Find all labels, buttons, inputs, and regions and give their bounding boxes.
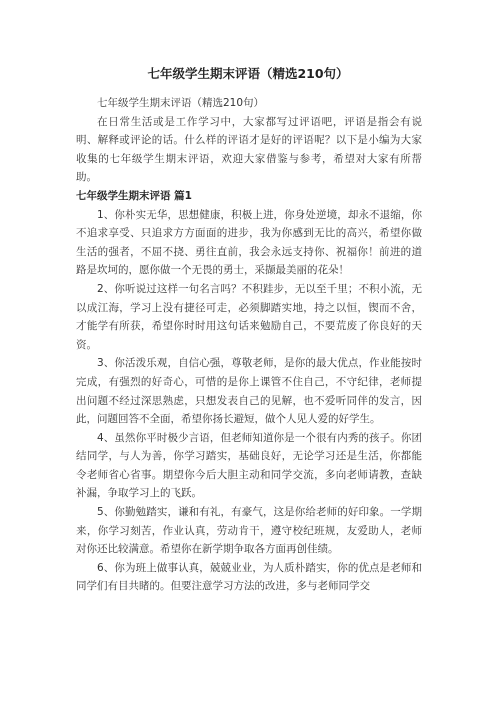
intro-title-line: 七年级学生期末评语（精选210句） (97, 97, 265, 109)
document-title: 七年级学生期末评语（精选210句） (147, 66, 349, 81)
intro-paragraph: 在日常生活或是工作学习中，大家都写过评语吧，评语是指会有说明、解释或评论的话。什么样的评语才是好的评语呢？以下是小编为大家收集的七年级学生期末评语，欢迎大家借鉴与参考，希望对大家有所帮助。 (76, 115, 422, 184)
section-heading: 七年级学生期末评语 篇1 (76, 189, 192, 202)
comment-paragraph-6: 6、你为班上做事认真，兢兢业业，为人质朴踏实，你的优点是老师和同学们有目共睹的。但要注意学习方法的改进，多与老师同学交 (76, 561, 422, 593)
comment-paragraph-4: 4、虽然你平时极少言语，但老师知道你是一个很有内秀的孩子。你团结同学，与人为善，你学习踏实，基础良好，无论学习还是生活，你都能令老师省心省事。期望你今后大胆主动和同学交流，多向老师请教，查缺补漏，争取学习上的飞跃。 (76, 431, 422, 500)
comment-paragraph-5: 5、你勤勉踏实，谦和有礼，有豪气，这是你给老师的好印象。一学期来，你学习刻苦，作业认真，劳动肯干，遵守校纪班规，友爱助人，老师对你还比较满意。希望你在新学期争取各方面再创佳绩。 (76, 506, 422, 556)
comment-paragraph-3: 3、你活泼乐观，自信心强，尊敬老师，是你的最大优点，作业能按时完成，有强烈的好奇心，可惜的是你上课管不住自己，不守纪律，老师提出问题不经过深思熟虑，只想发表自己的见解，也不爱听同伴的发言，因此，问题回答不全面，希望你扬长避短，做个人见人爱的好学生。 (76, 357, 422, 426)
comment-paragraph-2: 2、你听说过这样一句名言吗？不积跬步，无以至千里；不积小流，无以成江海，学习上没有捷径可走，必须脚踏实地，持之以恒，锲而不舍，才能学有所获，希望你时时用这句话来勉励自己，不要荒废了你良好的天资。 (76, 282, 422, 351)
comment-paragraph-1: 1、你朴实无华，思想健康，积极上进，你身处逆境，却永不退缩，你不追求享受、只追求方方面面的进步，我为你感到无比的高兴，希望你做生活的强者，不屈不挠、勇往直前，我会永远支持你、祝福你！前进的道路是坎坷的，愿你做一个无畏的勇士，采撷最美丽的花朵！ (76, 208, 422, 277)
document-body (76, 94, 422, 596)
